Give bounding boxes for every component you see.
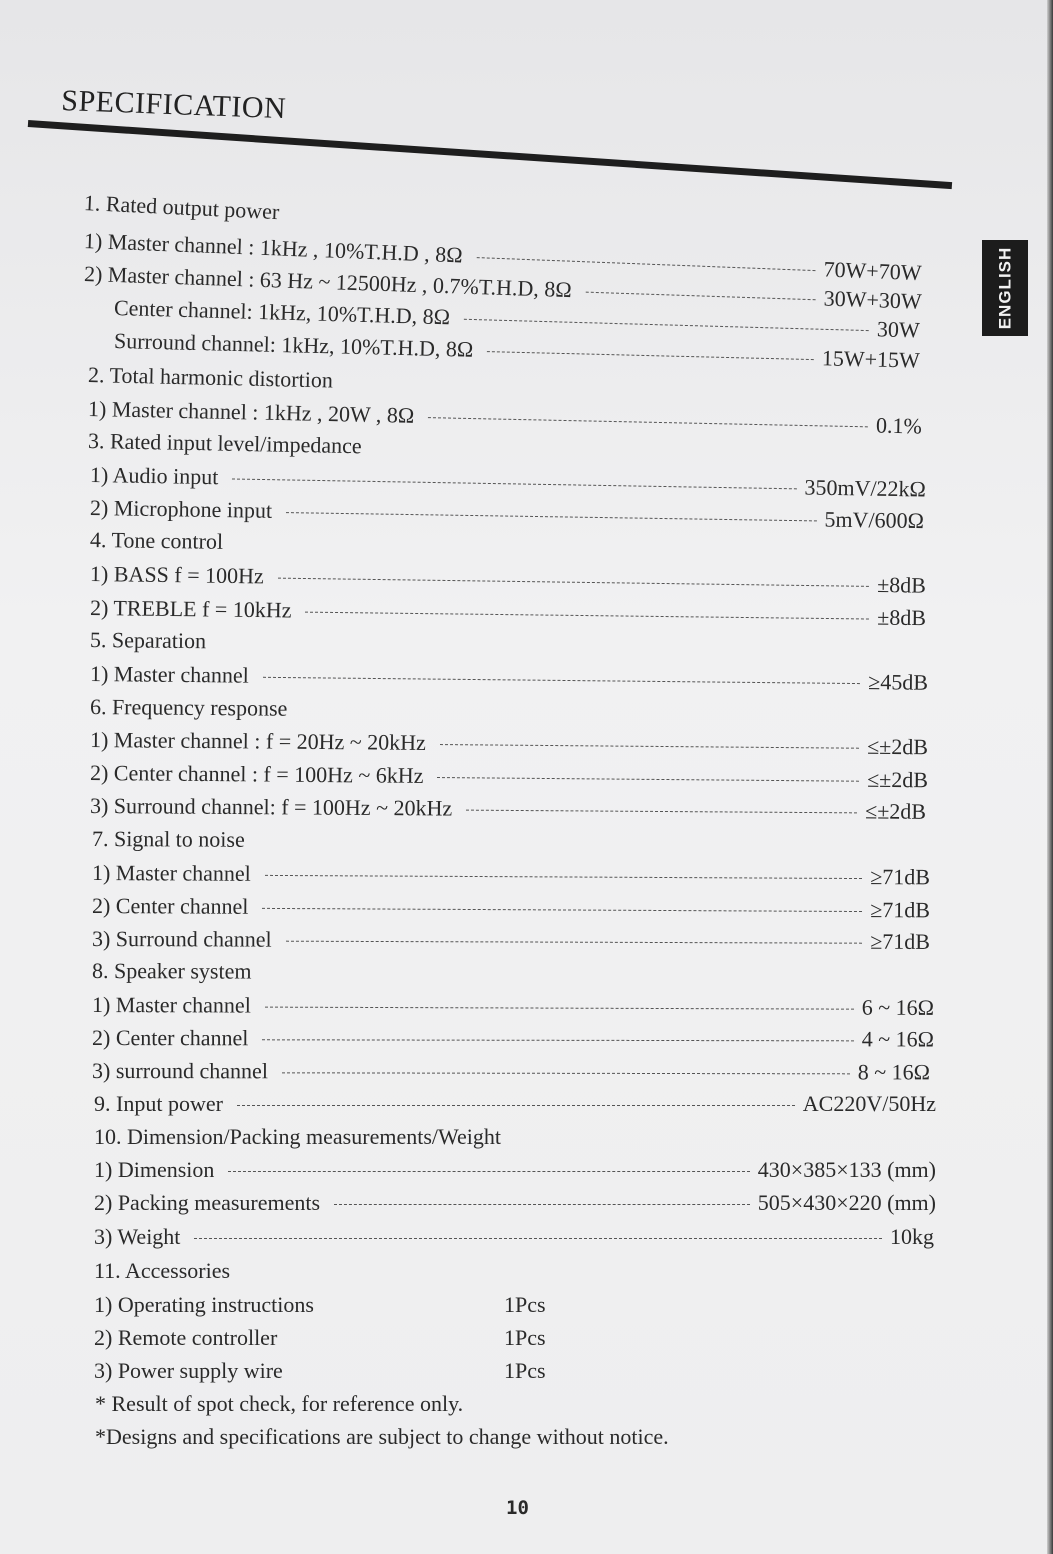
spec-label: 2) Master channel : 63 Hz ~ 12500Hz , 0.7%T.H.D, 8Ω bbox=[83, 261, 573, 303]
dotted-leader bbox=[440, 744, 859, 749]
spec-row bbox=[90, 793, 926, 829]
spec-value: 15W+15W bbox=[821, 345, 921, 373]
spec-label: 1) Master channel bbox=[91, 860, 251, 886]
spec-value: AC220V/50Hz bbox=[802, 1091, 936, 1116]
dotted-leader bbox=[334, 1204, 750, 1205]
section-heading-thd: 2. Total harmonic distortion bbox=[87, 362, 334, 393]
dotted-leader bbox=[305, 612, 869, 620]
page-number: 10 bbox=[506, 1497, 529, 1519]
spec-label: 2) Center channel : f = 100Hz ~ 6kHz bbox=[89, 760, 424, 788]
language-tab-label: ENGLISH bbox=[995, 246, 1014, 330]
section-heading-separation: 5. Separation bbox=[89, 627, 207, 654]
title-rule bbox=[28, 120, 952, 189]
spec-value: 430×385×133 (mm) bbox=[757, 1157, 936, 1182]
spec-label: 2) Center channel bbox=[91, 893, 249, 919]
accessory-qty: 1Pcs bbox=[504, 1325, 546, 1350]
spec-value: 4 ~ 16Ω bbox=[861, 1026, 935, 1052]
dotted-leader bbox=[228, 1171, 749, 1172]
dotted-leader bbox=[262, 908, 862, 912]
spec-label: 1) Master channel : 1kHz , 20W , 8Ω bbox=[87, 396, 415, 428]
spec-row bbox=[92, 893, 930, 927]
spec-label: 2) Center channel bbox=[91, 1025, 249, 1051]
dotted-leader bbox=[194, 1238, 882, 1239]
spec-value: ≤±2dB bbox=[867, 733, 929, 760]
spec-label: 1) BASS f = 100Hz bbox=[89, 561, 264, 589]
dotted-leader bbox=[286, 512, 816, 521]
spec-value: ≤±2dB bbox=[867, 766, 929, 793]
spec-label: Surround channel: 1kHz, 10%T.H.D, 8Ω bbox=[113, 328, 474, 362]
spec-row bbox=[92, 1025, 934, 1056]
dotted-leader bbox=[437, 777, 859, 782]
footnote-designs-change: *Designs and specifications are subject to change without notice. bbox=[95, 1424, 669, 1449]
dotted-leader bbox=[278, 578, 869, 587]
footnote-spot-check: * Result of spot check, for reference only. bbox=[95, 1391, 464, 1416]
dotted-leader bbox=[286, 941, 863, 944]
section-heading-frequency-response: 6. Frequency response bbox=[89, 694, 288, 721]
spec-label: 2) Microphone input bbox=[89, 495, 273, 523]
spec-value: 30W bbox=[876, 316, 921, 343]
dotted-leader bbox=[265, 1007, 854, 1010]
accessory-label: 3) Power supply wire bbox=[94, 1358, 283, 1383]
spec-label: 2) Packing measurements bbox=[94, 1190, 321, 1215]
accessory-label: 1) Operating instructions bbox=[94, 1292, 314, 1317]
dotted-leader bbox=[586, 292, 816, 301]
spec-value: 70W+70W bbox=[823, 256, 922, 286]
spec-value: 10kg bbox=[890, 1224, 934, 1249]
accessory-qty: 1Pcs bbox=[504, 1358, 546, 1383]
spec-label: 9. Input power bbox=[94, 1091, 223, 1116]
spec-value: 5mV/600Ω bbox=[824, 506, 925, 534]
spec-label: 1) Master channel : f = 20Hz ~ 20kHz bbox=[89, 727, 427, 755]
spec-row bbox=[94, 1091, 936, 1121]
spec-value: 8 ~ 16Ω bbox=[857, 1059, 931, 1085]
section-heading-input-level: 3. Rated input level/impedance bbox=[87, 428, 362, 459]
spec-value: ≤±2dB bbox=[865, 798, 927, 824]
language-tab bbox=[982, 240, 1028, 336]
spec-row bbox=[94, 1224, 934, 1254]
spec-value: 6 ~ 16Ω bbox=[861, 994, 935, 1020]
section-heading-accessories: 11. Accessories bbox=[94, 1258, 231, 1283]
spec-label: 3) surround channel bbox=[91, 1058, 268, 1084]
spec-row bbox=[92, 1058, 930, 1089]
section-heading-tone-control: 4. Tone control bbox=[89, 527, 224, 554]
spec-label: 1) Master channel : 1kHz , 10%T.H.D , 8Ω bbox=[83, 228, 464, 268]
accessory-row bbox=[94, 1292, 546, 1318]
dotted-leader bbox=[265, 875, 862, 879]
spec-value: ≥71dB bbox=[870, 864, 931, 890]
dotted-leader bbox=[232, 478, 796, 489]
dotted-leader bbox=[282, 1072, 850, 1074]
spec-label: 1) Audio input bbox=[89, 462, 219, 490]
dotted-leader bbox=[487, 351, 814, 360]
spec-label: 3) Surround channel bbox=[91, 926, 272, 952]
spec-value: ±8dB bbox=[877, 571, 927, 598]
spec-label: Center channel: 1kHz, 10%T.H.D, 8Ω bbox=[113, 295, 451, 330]
dotted-leader bbox=[466, 810, 857, 814]
dotted-leader bbox=[262, 1039, 853, 1041]
spec-label: 1) Master channel bbox=[89, 661, 249, 688]
spec-label: 2) TREBLE f = 10kHz bbox=[89, 595, 292, 623]
accessory-qty: 1Pcs bbox=[504, 1292, 546, 1317]
spec-value: ≥71dB bbox=[870, 897, 931, 923]
spec-row bbox=[90, 595, 926, 635]
spec-label: 1) Dimension bbox=[94, 1157, 215, 1182]
spec-row bbox=[94, 1157, 936, 1187]
spec-value: ±8dB bbox=[877, 604, 927, 631]
section-heading-output-power: 1. Rated output power bbox=[83, 190, 280, 225]
section-heading-speaker-system: 8. Speaker system bbox=[91, 958, 252, 984]
dotted-leader bbox=[263, 677, 860, 684]
spec-label: 3) Weight bbox=[94, 1224, 181, 1249]
spec-value: 0.1% bbox=[875, 412, 923, 439]
dotted-leader bbox=[477, 257, 816, 271]
spec-row bbox=[92, 860, 930, 894]
spec-row bbox=[90, 727, 928, 764]
accessory-row bbox=[94, 1325, 546, 1351]
spec-row bbox=[92, 926, 930, 959]
page-title: SPECIFICATION bbox=[60, 84, 287, 126]
page-spine-edge bbox=[1047, 0, 1053, 1554]
spec-row bbox=[92, 992, 934, 1025]
dotted-leader bbox=[464, 319, 869, 331]
spec-label: 1) Master channel bbox=[91, 992, 251, 1018]
spec-value: ≥45dB bbox=[868, 669, 929, 695]
spec-row bbox=[90, 760, 928, 797]
spec-value: ≥71dB bbox=[870, 928, 931, 954]
spec-row bbox=[94, 1190, 936, 1220]
accessory-label: 2) Remote controller bbox=[94, 1325, 278, 1350]
spec-value: 505×430×220 (mm) bbox=[757, 1190, 936, 1215]
spec-value: 30W+30W bbox=[823, 285, 923, 314]
section-heading-dimensions: 10. Dimension/Packing measurements/Weight bbox=[94, 1124, 501, 1149]
dotted-leader bbox=[428, 417, 868, 427]
section-heading-signal-to-noise: 7. Signal to noise bbox=[91, 826, 245, 852]
accessory-row bbox=[94, 1358, 546, 1384]
spec-row bbox=[90, 661, 928, 700]
spec-value: 350mV/22kΩ bbox=[804, 474, 927, 502]
dotted-leader bbox=[237, 1105, 795, 1106]
spec-label: 3) Surround channel: f = 100Hz ~ 20kHz bbox=[89, 793, 453, 821]
